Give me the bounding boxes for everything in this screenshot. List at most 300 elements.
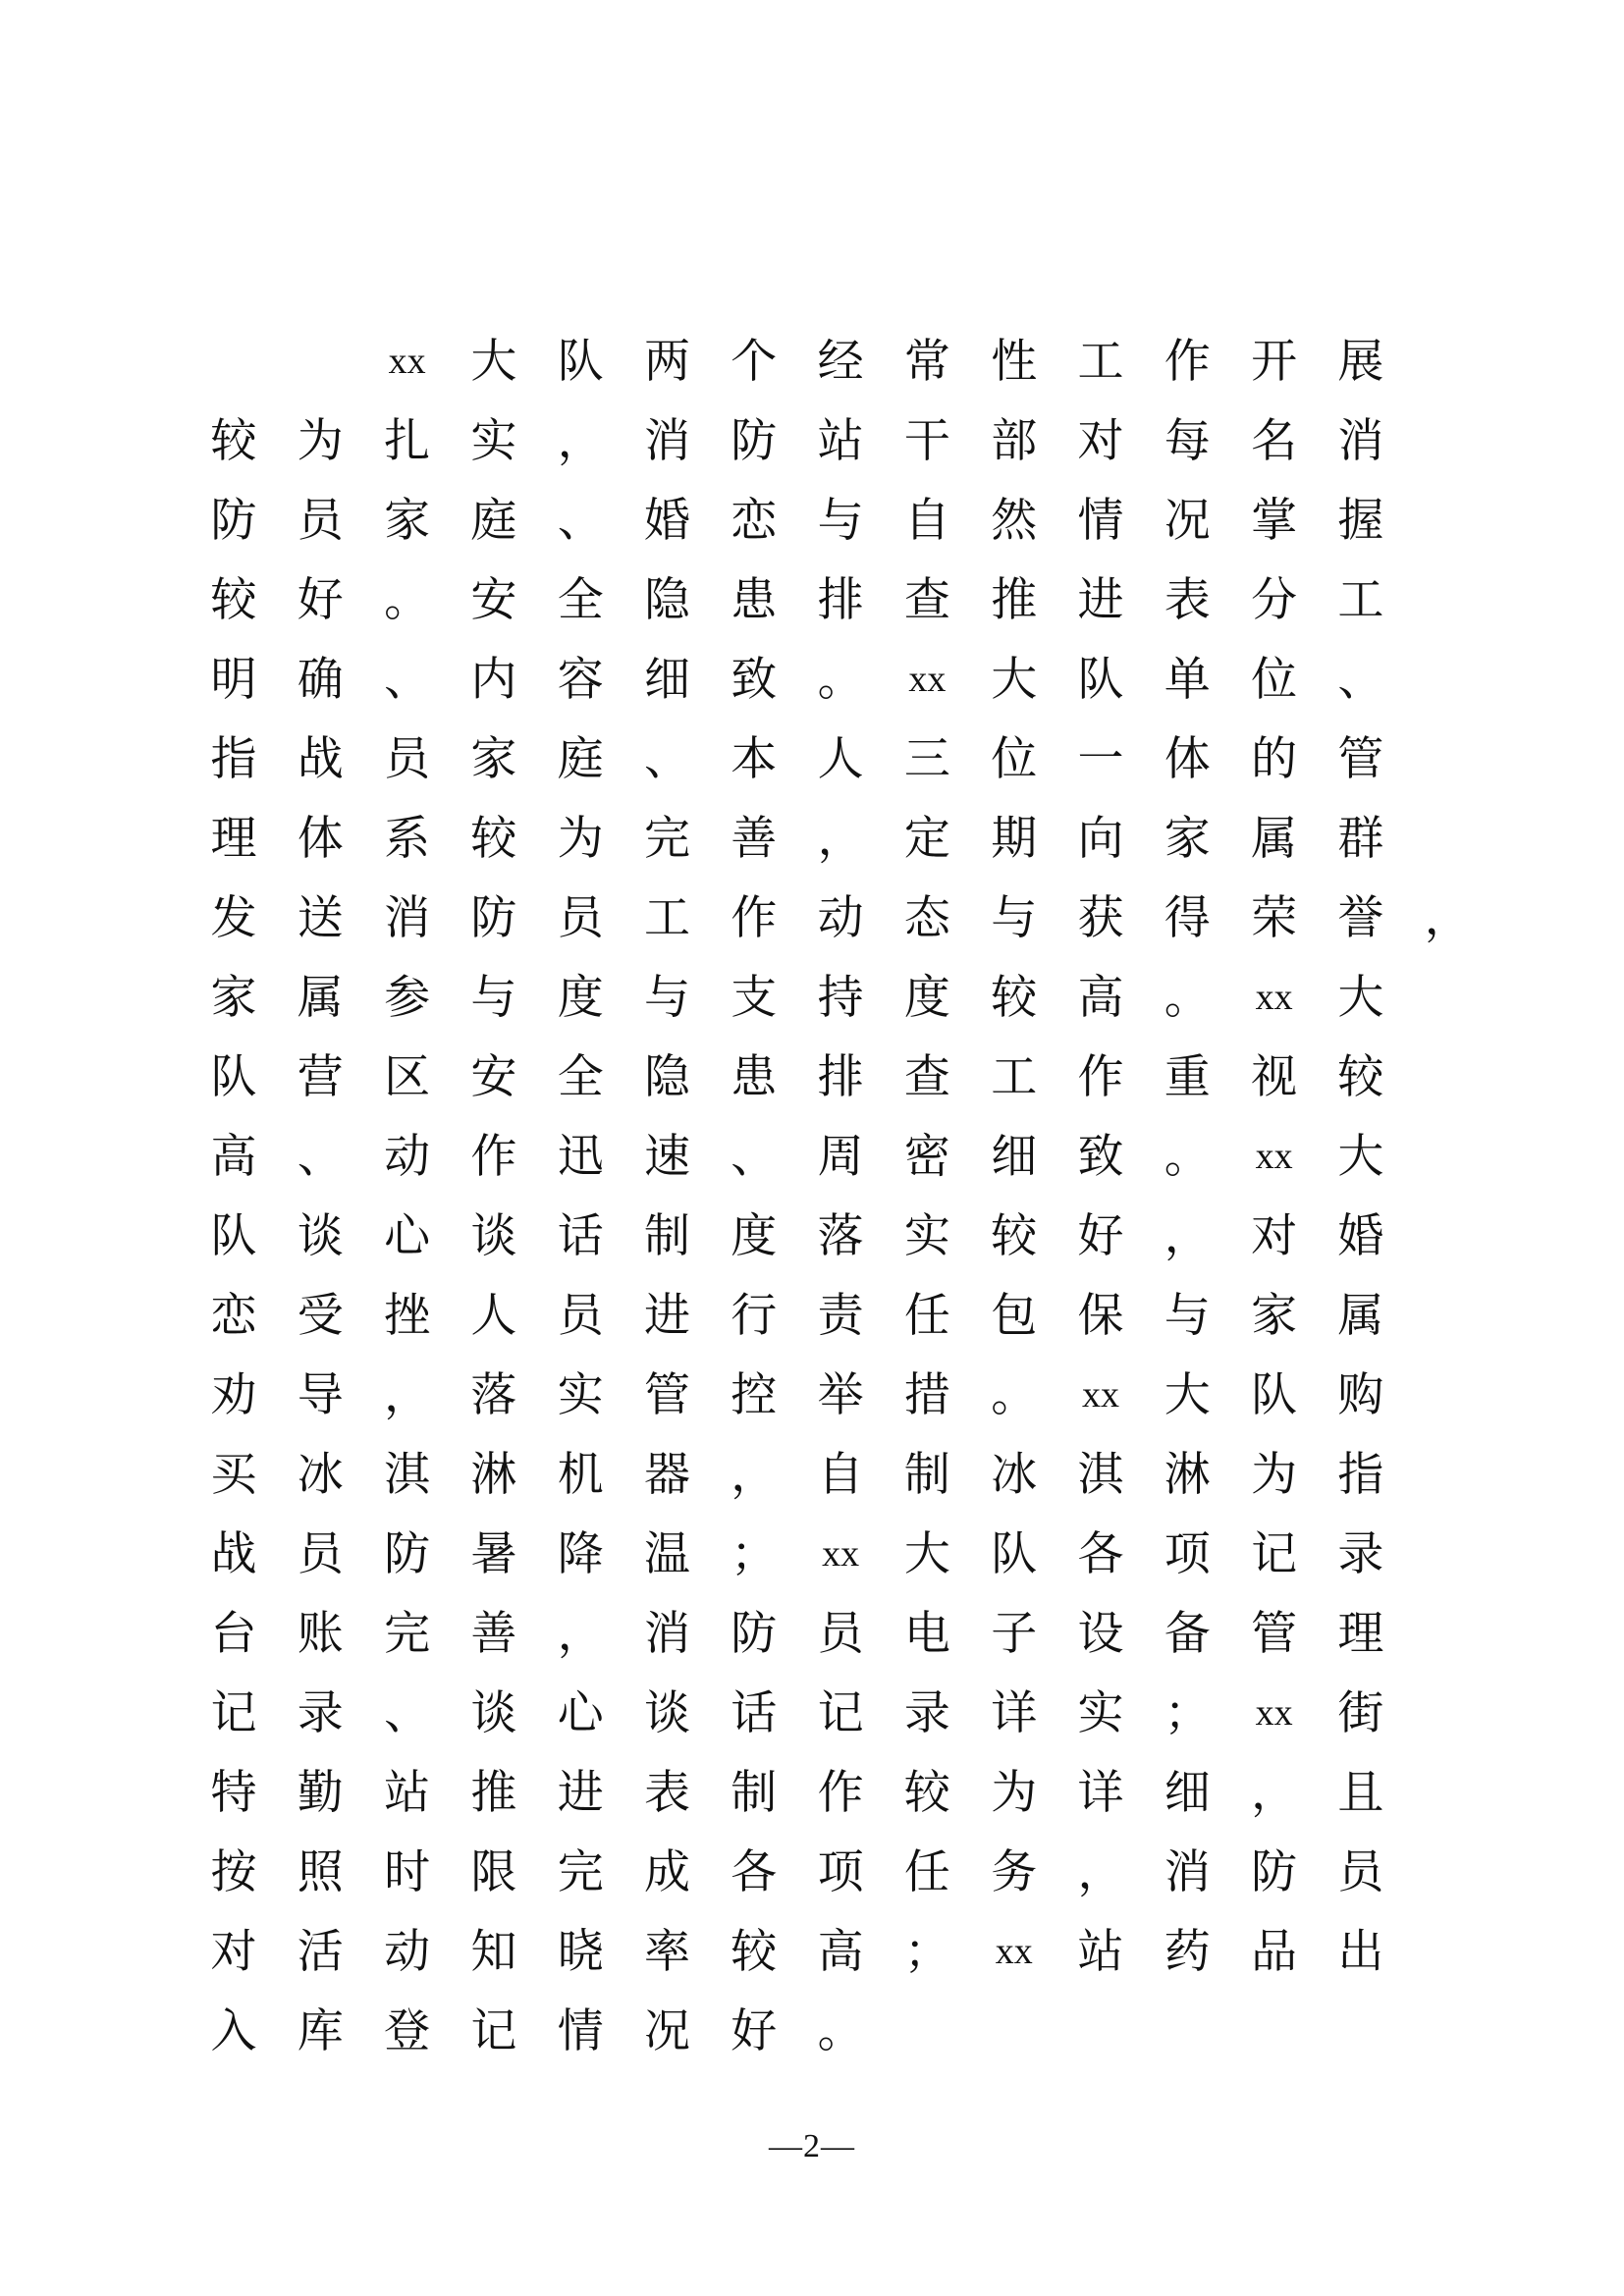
text-char: 按 bbox=[210, 1845, 257, 1899]
text-char: 录 bbox=[1337, 1527, 1384, 1581]
text-char: 自 bbox=[817, 1448, 864, 1502]
text-char: 况 bbox=[1164, 494, 1211, 548]
text-char: 记 bbox=[210, 1686, 257, 1740]
text-char: 完 bbox=[384, 1607, 431, 1661]
text-char: 队 bbox=[557, 335, 604, 389]
text-char: 管 bbox=[1337, 732, 1384, 786]
text-char: 包 bbox=[991, 1289, 1038, 1343]
text-char: ； bbox=[731, 1527, 778, 1581]
text-line bbox=[0, 1197, 1624, 1276]
text-char: 、 bbox=[384, 653, 431, 707]
text-char: 作 bbox=[731, 891, 778, 945]
text-line bbox=[0, 1276, 1624, 1356]
text-char: 隐 bbox=[644, 1050, 690, 1104]
text-char: 查 bbox=[903, 1050, 950, 1104]
text-char: xx bbox=[995, 1931, 1033, 1972]
text-char: 指 bbox=[210, 732, 257, 786]
text-char: 然 bbox=[991, 494, 1038, 548]
text-char: 消 bbox=[1164, 1845, 1211, 1899]
text-char: 较 bbox=[991, 971, 1038, 1025]
text-char: 员 bbox=[817, 1607, 864, 1661]
text-char: 详 bbox=[991, 1686, 1038, 1740]
text-char: 单 bbox=[1164, 653, 1211, 707]
text-char: 出 bbox=[1337, 1925, 1384, 1979]
text-char: 期 bbox=[991, 812, 1038, 866]
text-char: 周 bbox=[817, 1130, 864, 1184]
text-line bbox=[0, 1356, 1624, 1435]
text-char: 较 bbox=[470, 812, 517, 866]
text-char: 设 bbox=[1077, 1607, 1124, 1661]
text-char: 明 bbox=[210, 653, 257, 707]
text-char: ， bbox=[384, 1368, 431, 1422]
text-char: 部 bbox=[991, 414, 1038, 468]
text-char: 细 bbox=[991, 1130, 1038, 1184]
text-char: 较 bbox=[731, 1925, 778, 1979]
text-char: 、 bbox=[731, 1130, 778, 1184]
text-char: 与 bbox=[644, 971, 690, 1025]
text-char: 扎 bbox=[384, 414, 431, 468]
text-char: 名 bbox=[1251, 414, 1298, 468]
text-char: 措 bbox=[903, 1368, 950, 1422]
text-char: 制 bbox=[731, 1766, 778, 1820]
text-char: 对 bbox=[1251, 1209, 1298, 1263]
text-char: 情 bbox=[1077, 494, 1124, 548]
text-char: 项 bbox=[817, 1845, 864, 1899]
text-char: 重 bbox=[1164, 1050, 1211, 1104]
text-char: 队 bbox=[210, 1209, 257, 1263]
text-char: 消 bbox=[1337, 414, 1384, 468]
text-char: 高 bbox=[1077, 971, 1124, 1025]
text-char: 较 bbox=[210, 573, 257, 627]
text-char: 记 bbox=[817, 1686, 864, 1740]
text-line bbox=[0, 481, 1624, 561]
text-char: 务 bbox=[991, 1845, 1038, 1899]
text-char: 善 bbox=[470, 1607, 517, 1661]
text-char: 成 bbox=[644, 1845, 690, 1899]
text-char: 容 bbox=[557, 653, 604, 707]
text-char: 进 bbox=[1077, 573, 1124, 627]
text-char: 任 bbox=[903, 1289, 950, 1343]
text-char: 对 bbox=[210, 1925, 257, 1979]
text-char: 系 bbox=[384, 812, 431, 866]
text-char: ， bbox=[557, 414, 604, 468]
text-char: 淋 bbox=[470, 1448, 517, 1502]
text-char: 推 bbox=[991, 573, 1038, 627]
text-char: 买 bbox=[210, 1448, 257, 1502]
text-char: 特 bbox=[210, 1766, 257, 1820]
text-char: 人 bbox=[817, 732, 864, 786]
text-char: 话 bbox=[731, 1686, 778, 1740]
text-char: 工 bbox=[644, 891, 690, 945]
text-char: 体 bbox=[297, 812, 344, 866]
text-char: 排 bbox=[817, 1050, 864, 1104]
text-char: xx bbox=[822, 1533, 860, 1575]
text-char: xx bbox=[908, 659, 947, 700]
text-char: 街 bbox=[1337, 1686, 1384, 1740]
text-char: 员 bbox=[384, 732, 431, 786]
text-char: 项 bbox=[1164, 1527, 1211, 1581]
text-char: 荣 bbox=[1251, 891, 1298, 945]
text-char: 淇 bbox=[1077, 1448, 1124, 1502]
text-char: 器 bbox=[644, 1448, 690, 1502]
text-char: 较 bbox=[1337, 1050, 1384, 1104]
text-char: ， bbox=[731, 1448, 778, 1502]
text-line bbox=[0, 640, 1624, 720]
text-char: 常 bbox=[903, 335, 950, 389]
text-char: 时 bbox=[384, 1845, 431, 1899]
text-char: 确 bbox=[297, 653, 344, 707]
text-line bbox=[0, 1992, 1624, 2071]
text-char: 与 bbox=[1164, 1289, 1211, 1343]
text-char: 、 bbox=[557, 494, 604, 548]
text-char: 活 bbox=[297, 1925, 344, 1979]
text-char: 属 bbox=[297, 971, 344, 1025]
text-line bbox=[0, 799, 1624, 879]
text-char: 查 bbox=[903, 573, 950, 627]
text-char: 队 bbox=[1251, 1368, 1298, 1422]
text-char: 安 bbox=[470, 573, 517, 627]
text-char: 发 bbox=[210, 891, 257, 945]
text-char: 送 bbox=[297, 891, 344, 945]
text-char: 限 bbox=[470, 1845, 517, 1899]
text-char: ， bbox=[1251, 1766, 1298, 1820]
text-char: 自 bbox=[903, 494, 950, 548]
text-char: 员 bbox=[297, 1527, 344, 1581]
text-char: xx bbox=[1255, 977, 1293, 1018]
text-char: 库 bbox=[297, 2004, 344, 2058]
text-char: 品 bbox=[1251, 1925, 1298, 1979]
text-char: 员 bbox=[557, 891, 604, 945]
text-char: 恋 bbox=[731, 494, 778, 548]
text-char: 为 bbox=[297, 414, 344, 468]
text-char: 位 bbox=[1251, 653, 1298, 707]
text-char: 挫 bbox=[384, 1289, 431, 1343]
text-char: 心 bbox=[557, 1686, 604, 1740]
text-char: 管 bbox=[644, 1368, 690, 1422]
page-number: —2— bbox=[769, 2128, 855, 2164]
text-char: 获 bbox=[1077, 891, 1124, 945]
text-char: 子 bbox=[991, 1607, 1038, 1661]
text-char: 属 bbox=[1337, 1289, 1384, 1343]
text-char: 患 bbox=[731, 1050, 778, 1104]
text-char: 、 bbox=[644, 732, 690, 786]
text-char: 性 bbox=[991, 335, 1038, 389]
text-char: 劝 bbox=[210, 1368, 257, 1422]
text-char: 为 bbox=[1251, 1448, 1298, 1502]
text-char: 参 bbox=[384, 971, 431, 1025]
text-char: 消 bbox=[644, 1607, 690, 1661]
text-char: 推 bbox=[470, 1766, 517, 1820]
text-char: 较 bbox=[991, 1209, 1038, 1263]
text-char: 谈 bbox=[470, 1209, 517, 1263]
text-char: 记 bbox=[1251, 1527, 1298, 1581]
text-char: 。 bbox=[1164, 971, 1211, 1025]
text-char: 谈 bbox=[644, 1686, 690, 1740]
text-char: 防 bbox=[731, 414, 778, 468]
text-char: 两 bbox=[644, 335, 690, 389]
text-char: 举 bbox=[817, 1368, 864, 1422]
text-char: 防 bbox=[470, 891, 517, 945]
text-char: xx bbox=[1082, 1374, 1119, 1415]
text-char: 录 bbox=[297, 1686, 344, 1740]
text-char: 个 bbox=[731, 335, 778, 389]
text-char: 与 bbox=[991, 891, 1038, 945]
text-char: 晓 bbox=[557, 1925, 604, 1979]
text-char: ； bbox=[903, 1925, 950, 1979]
text-char: 的 bbox=[1251, 732, 1298, 786]
text-char: 录 bbox=[903, 1686, 950, 1740]
text-char: 淇 bbox=[384, 1448, 431, 1502]
text-char: 。 bbox=[384, 573, 431, 627]
text-char: 作 bbox=[1164, 335, 1211, 389]
text-char: 话 bbox=[557, 1209, 604, 1263]
text-char: 大 bbox=[1164, 1368, 1211, 1422]
text-char: 善 bbox=[731, 812, 778, 866]
text-char: ， bbox=[557, 1607, 604, 1661]
text-char: 管 bbox=[1251, 1607, 1298, 1661]
text-char: 群 bbox=[1337, 812, 1384, 866]
text-char: 高 bbox=[210, 1130, 257, 1184]
text-char: 制 bbox=[644, 1209, 690, 1263]
text-char: 工 bbox=[991, 1050, 1038, 1104]
text-char: 握 bbox=[1337, 494, 1384, 548]
text-char: ， bbox=[1077, 1845, 1124, 1899]
text-char: 细 bbox=[1164, 1766, 1211, 1820]
text-char: 全 bbox=[557, 1050, 604, 1104]
text-char: 防 bbox=[384, 1527, 431, 1581]
text-char: 降 bbox=[557, 1527, 604, 1581]
text-char: 家 bbox=[1251, 1289, 1298, 1343]
text-char: 较 bbox=[210, 414, 257, 468]
text-char: 誉 bbox=[1337, 891, 1384, 945]
text-char: 。 bbox=[817, 653, 864, 707]
text-line bbox=[0, 1912, 1624, 1992]
text-char: 度 bbox=[731, 1209, 778, 1263]
text-char: 婚 bbox=[644, 494, 690, 548]
text-char: 。 bbox=[991, 1368, 1038, 1422]
text-char: 理 bbox=[1337, 1607, 1384, 1661]
text-char: 干 bbox=[903, 414, 950, 468]
text-char: 战 bbox=[210, 1527, 257, 1581]
text-char: 与 bbox=[470, 971, 517, 1025]
text-char: xx bbox=[388, 341, 426, 382]
text-char: 全 bbox=[557, 573, 604, 627]
text-char: 婚 bbox=[1337, 1209, 1384, 1263]
text-char: 作 bbox=[470, 1130, 517, 1184]
text-char: 大 bbox=[470, 335, 517, 389]
text-line bbox=[0, 1674, 1624, 1753]
text-char: 表 bbox=[1164, 573, 1211, 627]
text-char: 淋 bbox=[1164, 1448, 1211, 1502]
text-char: 度 bbox=[557, 971, 604, 1025]
text-char: 战 bbox=[297, 732, 344, 786]
text-char: 受 bbox=[297, 1289, 344, 1343]
text-char: 照 bbox=[297, 1845, 344, 1899]
text-char: 每 bbox=[1164, 414, 1211, 468]
text-char: 大 bbox=[903, 1527, 950, 1581]
text-char: 作 bbox=[1077, 1050, 1124, 1104]
text-char: 安 bbox=[470, 1050, 517, 1104]
text-char: 致 bbox=[1077, 1130, 1124, 1184]
text-line bbox=[0, 1038, 1624, 1117]
text-char: 掌 bbox=[1251, 494, 1298, 548]
text-char: 且 bbox=[1337, 1766, 1384, 1820]
text-line bbox=[0, 1753, 1624, 1833]
text-char: 度 bbox=[903, 971, 950, 1025]
text-char: 好 bbox=[731, 2004, 778, 2058]
text-char: ， bbox=[817, 812, 864, 866]
text-char: 防 bbox=[731, 1607, 778, 1661]
text-char: 详 bbox=[1077, 1766, 1124, 1820]
text-char: 温 bbox=[644, 1527, 690, 1581]
text-char: 备 bbox=[1164, 1607, 1211, 1661]
text-char: 细 bbox=[644, 653, 690, 707]
text-line bbox=[0, 322, 1624, 401]
text-char: 迅 bbox=[557, 1130, 604, 1184]
text-line bbox=[0, 1117, 1624, 1197]
text-char: 向 bbox=[1077, 812, 1124, 866]
text-char: 员 bbox=[557, 1289, 604, 1343]
text-char: 进 bbox=[644, 1289, 690, 1343]
text-line bbox=[0, 1435, 1624, 1515]
text-char: 速 bbox=[644, 1130, 690, 1184]
text-char: 导 bbox=[297, 1368, 344, 1422]
text-char: 、 bbox=[297, 1130, 344, 1184]
text-char: 实 bbox=[903, 1209, 950, 1263]
text-char: 制 bbox=[903, 1448, 950, 1502]
text-char: 站 bbox=[384, 1766, 431, 1820]
text-char: 、 bbox=[384, 1686, 431, 1740]
text-char: 站 bbox=[1077, 1925, 1124, 1979]
text-char: 工 bbox=[1077, 335, 1124, 389]
text-char: 完 bbox=[644, 812, 690, 866]
text-char: 家 bbox=[470, 732, 517, 786]
text-char: 得 bbox=[1164, 891, 1211, 945]
text-line bbox=[0, 958, 1624, 1038]
text-char: 较 bbox=[903, 1766, 950, 1820]
text-char: 勤 bbox=[297, 1766, 344, 1820]
text-char: 员 bbox=[297, 494, 344, 548]
text-char: 、 bbox=[1337, 653, 1384, 707]
text-char: 指 bbox=[1337, 1448, 1384, 1502]
text-char: 责 bbox=[817, 1289, 864, 1343]
text-char: 动 bbox=[384, 1925, 431, 1979]
text-char: ； bbox=[1164, 1686, 1211, 1740]
text-char: xx bbox=[1255, 1692, 1293, 1734]
text-char: 定 bbox=[903, 812, 950, 866]
text-char: 保 bbox=[1077, 1289, 1124, 1343]
text-char: 情 bbox=[557, 2004, 604, 2058]
text-char: 大 bbox=[991, 653, 1038, 707]
text-char: ， bbox=[1164, 1209, 1211, 1263]
text-char: 持 bbox=[817, 971, 864, 1025]
text-char: 为 bbox=[991, 1766, 1038, 1820]
text-char: 开 bbox=[1251, 335, 1298, 389]
text-char: 人 bbox=[470, 1289, 517, 1343]
text-char: 落 bbox=[817, 1209, 864, 1263]
text-char: 冰 bbox=[297, 1448, 344, 1502]
text-char: 动 bbox=[384, 1130, 431, 1184]
text-char: 记 bbox=[470, 2004, 517, 2058]
text-char: 为 bbox=[557, 812, 604, 866]
text-char: 好 bbox=[297, 573, 344, 627]
text-char: 对 bbox=[1077, 414, 1124, 468]
text-char: 三 bbox=[903, 732, 950, 786]
text-char: 谈 bbox=[297, 1209, 344, 1263]
text-char: 防 bbox=[210, 494, 257, 548]
text-char: 庭 bbox=[557, 732, 604, 786]
text-char: 。 bbox=[817, 2004, 864, 2058]
text-line bbox=[0, 879, 1624, 958]
text-char: 致 bbox=[731, 653, 778, 707]
text-char: 与 bbox=[817, 494, 864, 548]
text-char: 站 bbox=[817, 414, 864, 468]
text-char: 账 bbox=[297, 1607, 344, 1661]
text-char: xx bbox=[1255, 1136, 1293, 1177]
text-char: 各 bbox=[1077, 1527, 1124, 1581]
text-char: 本 bbox=[731, 732, 778, 786]
text-char: 恋 bbox=[210, 1289, 257, 1343]
text-char: 登 bbox=[384, 2004, 431, 2058]
text-char: 理 bbox=[210, 812, 257, 866]
text-char: 排 bbox=[817, 573, 864, 627]
text-char: 心 bbox=[384, 1209, 431, 1263]
text-char: 各 bbox=[731, 1845, 778, 1899]
text-char: 区 bbox=[384, 1050, 431, 1104]
text-char: 支 bbox=[731, 971, 778, 1025]
text-char: 密 bbox=[903, 1130, 950, 1184]
text-char: 大 bbox=[1337, 971, 1384, 1025]
text-char: 家 bbox=[384, 494, 431, 548]
text-char: 家 bbox=[1164, 812, 1211, 866]
text-char: 知 bbox=[470, 1925, 517, 1979]
text-char: 电 bbox=[903, 1607, 950, 1661]
text-char: 内 bbox=[470, 653, 517, 707]
text-char: 大 bbox=[1337, 1130, 1384, 1184]
text-char: 进 bbox=[557, 1766, 604, 1820]
text-char: 态 bbox=[903, 891, 950, 945]
text-char: 行 bbox=[731, 1289, 778, 1343]
text-char: 冰 bbox=[991, 1448, 1038, 1502]
text-char: 一 bbox=[1077, 732, 1124, 786]
text-char: 庭 bbox=[470, 494, 517, 548]
text-char: 分 bbox=[1251, 573, 1298, 627]
text-char: 员 bbox=[1337, 1845, 1384, 1899]
text-char: 完 bbox=[557, 1845, 604, 1899]
text-char: 作 bbox=[817, 1766, 864, 1820]
text-char: 台 bbox=[210, 1607, 257, 1661]
text-char: 防 bbox=[1251, 1845, 1298, 1899]
text-char: 营 bbox=[297, 1050, 344, 1104]
text-char: 消 bbox=[384, 891, 431, 945]
text-char: 实 bbox=[557, 1368, 604, 1422]
text-char: 好 bbox=[1077, 1209, 1124, 1263]
text-char: ， bbox=[1424, 891, 1471, 945]
text-char: 动 bbox=[817, 891, 864, 945]
text-char: 队 bbox=[1077, 653, 1124, 707]
text-char: 工 bbox=[1337, 573, 1384, 627]
text-char: 体 bbox=[1164, 732, 1211, 786]
text-char: 展 bbox=[1337, 335, 1384, 389]
text-char: 视 bbox=[1251, 1050, 1298, 1104]
text-char: 位 bbox=[991, 732, 1038, 786]
text-char: 率 bbox=[644, 1925, 690, 1979]
text-char: 任 bbox=[903, 1845, 950, 1899]
text-char: 谈 bbox=[470, 1686, 517, 1740]
text-char: 表 bbox=[644, 1766, 690, 1820]
text-line bbox=[0, 1594, 1624, 1674]
text-char: 药 bbox=[1164, 1925, 1211, 1979]
